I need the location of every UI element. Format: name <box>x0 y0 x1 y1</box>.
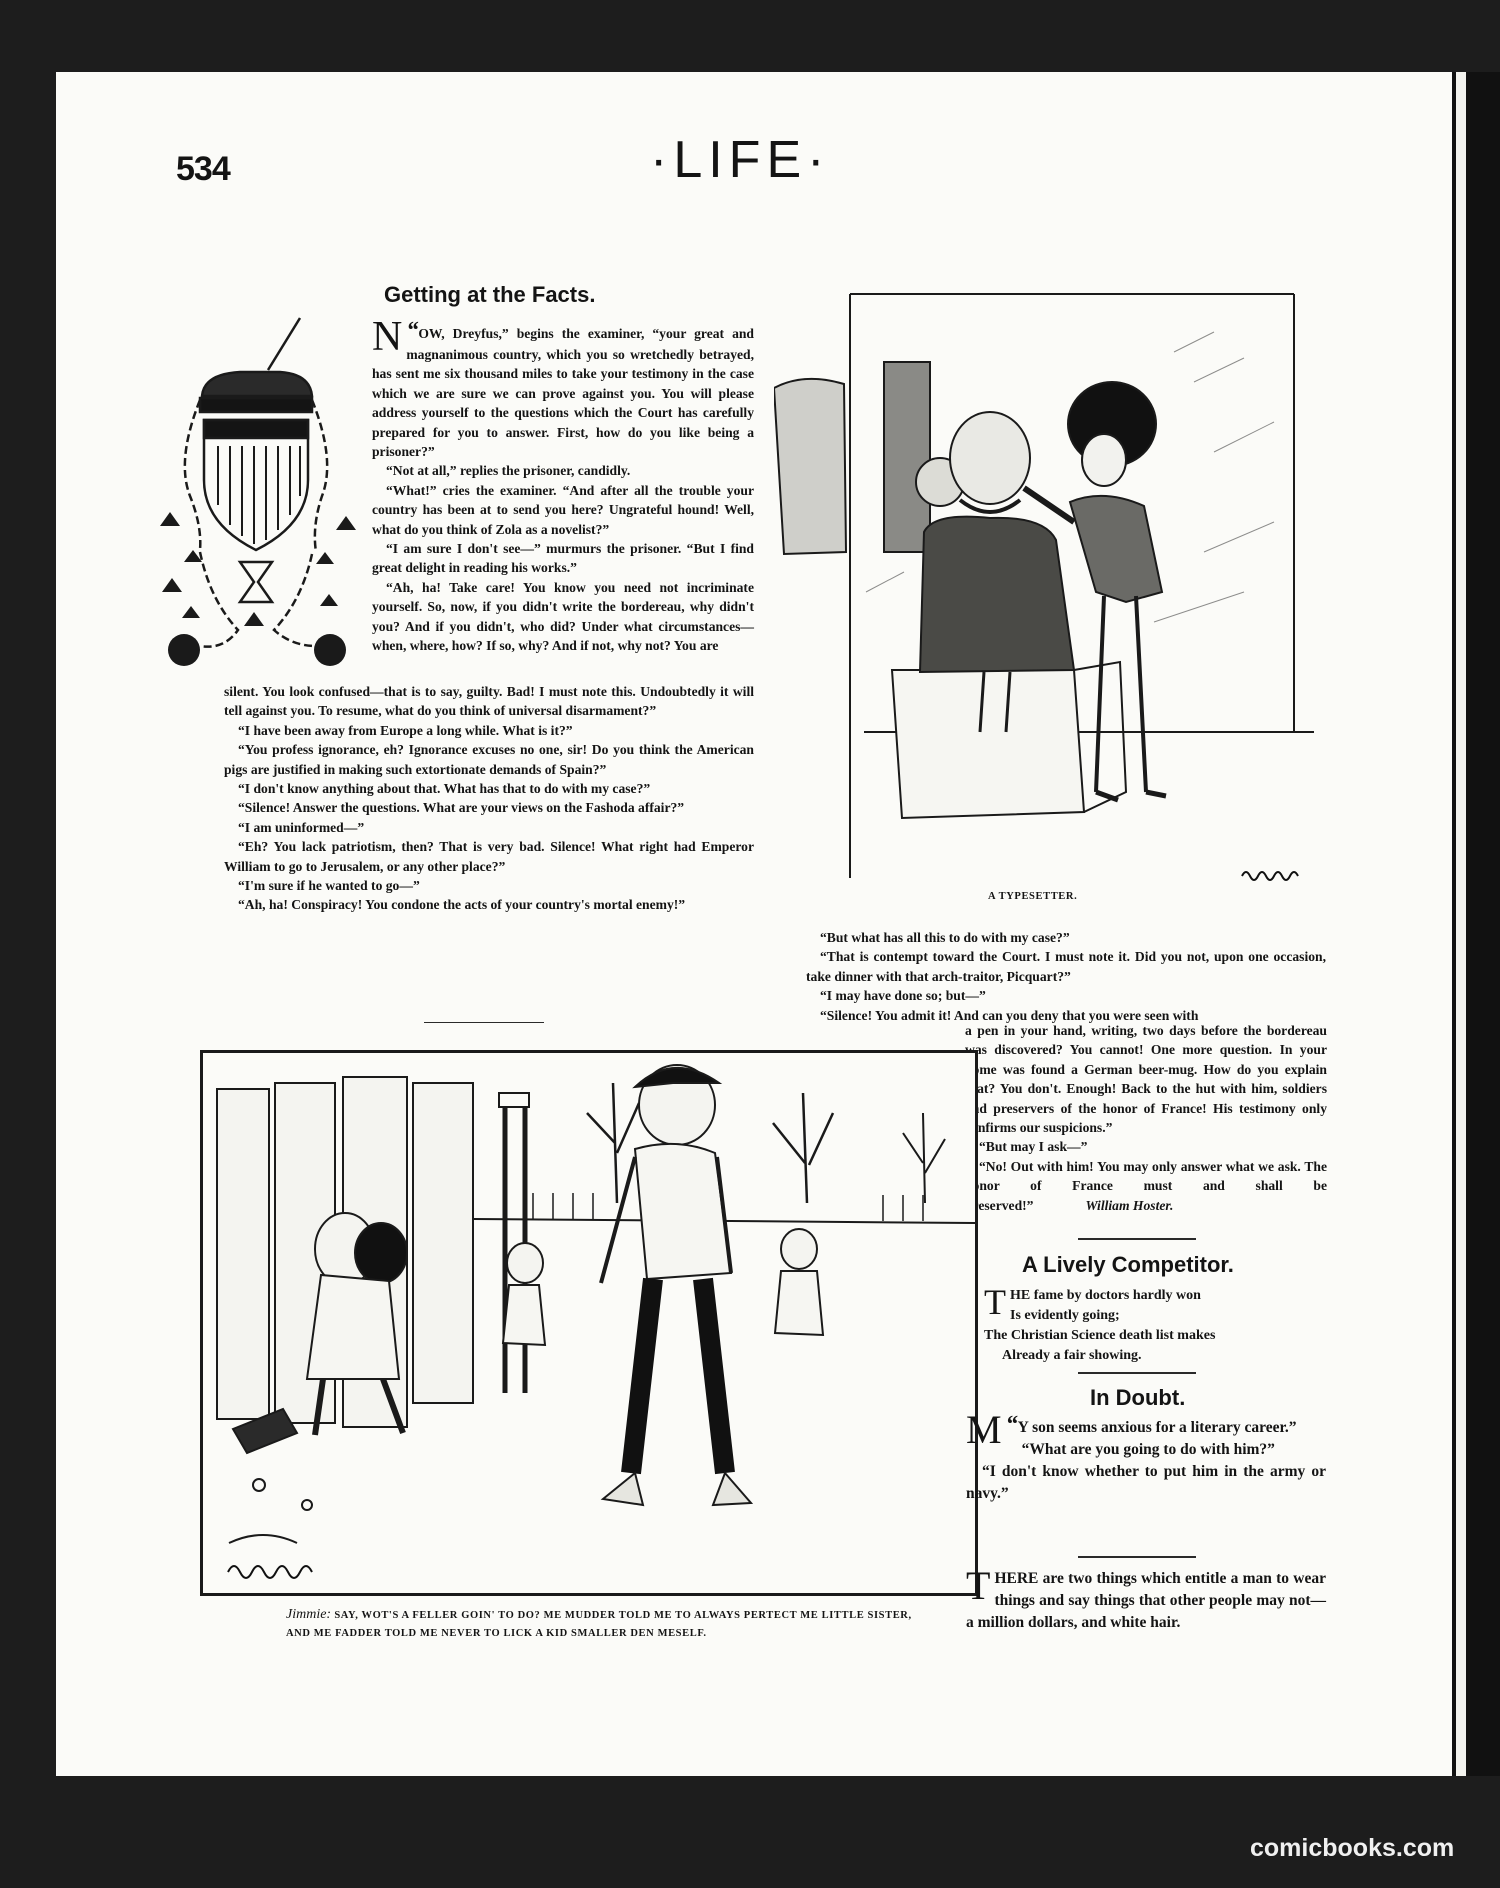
article-column-right-narrow <box>965 1021 1327 1215</box>
jimmie-caption <box>286 1607 926 1643</box>
section-divider <box>1078 1372 1196 1374</box>
watermark: comicbooks.com <box>1244 1834 1460 1863</box>
article-paragraph: “Eh? You lack patriotism, then? That is very bad. Silence! What right had Emperor William to go to Jerusalem, or any other place?” <box>224 839 754 874</box>
article-paragraph: “But what has all this to do with my case?” <box>820 930 1070 945</box>
article-paragraph: “Ah, ha! Take care! You know you need not incriminate yourself. So, now, if you didn't write the bordereau, why didn't you? And if you didn't, who did? Under what circumstances—when, where, how? If so, why? And if not, why not? You are <box>372 579 754 654</box>
article-paragraph: “I have been away from Europe a long while. What is it?” <box>238 722 573 738</box>
drop-cap: N <box>372 314 403 360</box>
article-paragraph: “I am sure I don't see—” murmurs the prisoner. “But I find great delight in reading his works.” <box>372 541 754 576</box>
artist-signature <box>226 1558 316 1580</box>
dreyfus-emblem-illustration <box>140 300 380 680</box>
article-paragraph: “I don't know whether to put him in the army or navy.” <box>966 1463 1326 1502</box>
article-paragraph: “I don't know anything about that. What has that to do with my case?” <box>238 781 651 797</box>
drop-cap: M <box>966 1407 1002 1452</box>
article-paragraph: “Not at all,” replies the prisoner, candidly. <box>386 463 631 479</box>
article-paragraph: “Silence! Answer the questions. What are your views on the Fashoda affair?” <box>238 800 685 816</box>
poem-line: THE fame by doctors hardly won <box>984 1282 1201 1322</box>
page-number: 534 <box>176 150 230 188</box>
artist-signature <box>1240 866 1310 882</box>
article-column-right <box>806 928 1326 1025</box>
poem-line: Is evidently going; <box>1010 1308 1120 1323</box>
article-title: Getting at the Facts. <box>384 282 596 307</box>
article-paragraph: THERE are two things which entitle a man to wear things and say things that other people may not—a million dollars, and white hair. <box>966 1563 1326 1631</box>
article-paragraph: a pen in your hand, writing, two days before the bordereau was discovered? You cannot! One more question. In your home was found a German beer-mug. How do you explain that? You don't. Enough! Back to the hut with him, soldiers and preservers of the honor of France! His testimony only confirms our suspicions.” <box>965 1023 1327 1136</box>
article-column-top <box>372 314 754 656</box>
masthead-title: ·LIFE· <box>650 131 831 189</box>
typesetter-caption: A TYPESETTER. <box>988 891 1078 902</box>
article-paragraph: “I'm sure if he wanted to go—” <box>238 878 420 894</box>
article-paragraph: “What!” cries the examiner. “And after all the trouble your country has been at to send you here? Ungrateful hound! Well, what do you think of Zola as a novelist?” <box>372 482 754 537</box>
byline: William Hoster. <box>1085 1197 1174 1213</box>
article-paragraph: “Silence! You admit it! And can you deny that you were seen with <box>820 1007 1199 1023</box>
article-paragraph: “That is contempt toward the Court. I must note it. Did you not, upon one occasion, take dinner with that arch-traitor, Picquart?” <box>806 949 1326 984</box>
article-paragraph: “What are you going to do with him?” <box>1021 1441 1275 1458</box>
lively-competitor-title: A Lively Competitor. <box>1022 1252 1234 1277</box>
drop-cap: T <box>966 1563 991 1608</box>
jimmie-cartoon <box>200 1050 978 1596</box>
article-paragraph: “ M Y son seems anxious for a literary career.” <box>966 1407 1297 1452</box>
lively-competitor-poem <box>984 1282 1314 1366</box>
caption-text: SAY, WOT'S A FELLER GOIN' TO DO? ME MUDDER TOLD ME TO ALWAYS PERTECT ME LITTLE SISTER, AND ME FADDER TOLD ME NEVER TO LICK A KID SMALLER DEN MESELF. <box>286 1610 912 1639</box>
open-quote: “ <box>1005 1412 1018 1438</box>
article-paragraph: “You profess ignorance, eh? Ignorance excuses no one, sir! Do you think the American pigs are justified in making such extortionate demands of Spain?” <box>224 742 754 777</box>
section-divider <box>1078 1238 1196 1240</box>
in-doubt-text <box>966 1407 1326 1505</box>
article-paragraph: “Ah, ha! Conspiracy! You condone the acts of your country's mortal enemy!” <box>238 897 686 913</box>
poem-line: Already a fair showing. <box>1002 1348 1142 1363</box>
article-paragraph: “ N OW, Dreyfus,” begins the examiner, “your great and magnanimous country, which you so wretchedly betrayed, has sent me six thousand miles to take your testimony in the case which we are sure we can prove against you. You will please address yourself to the questions which the Court has carefully prepared for you to answer. First, how do you like being a prisoner?” <box>372 314 754 460</box>
article-paragraph: “I am uninformed—” <box>238 819 365 835</box>
article-paragraph: “But may I ask—” <box>979 1139 1088 1155</box>
open-quote: “ <box>406 318 419 344</box>
drop-cap: T <box>984 1282 1006 1322</box>
caption-speaker: Jimmie: <box>286 1607 332 1622</box>
in-doubt-title: In Doubt. <box>1090 1385 1186 1410</box>
section-divider <box>424 1022 544 1023</box>
article-paragraph: silent. You look confused—that is to say, guilty. Bad! I must note this. Undoubtedly it will tell against you. To resume, what do you think of universal disarmament?” <box>224 684 754 719</box>
article-paragraph: “No! Out with him! You may only answer what we ask. The honor of France must and shall be preserved!” William Hoster. <box>965 1158 1327 1213</box>
poem-line: The Christian Science death list makes <box>984 1328 1216 1343</box>
section-divider <box>1078 1556 1196 1558</box>
two-things-text <box>966 1563 1326 1634</box>
facing-page-edge <box>1452 72 1500 1776</box>
article-paragraph: “I may have done so; but—” <box>820 988 986 1004</box>
article-column-bottom <box>224 682 754 915</box>
typesetter-cartoon <box>774 292 1324 892</box>
